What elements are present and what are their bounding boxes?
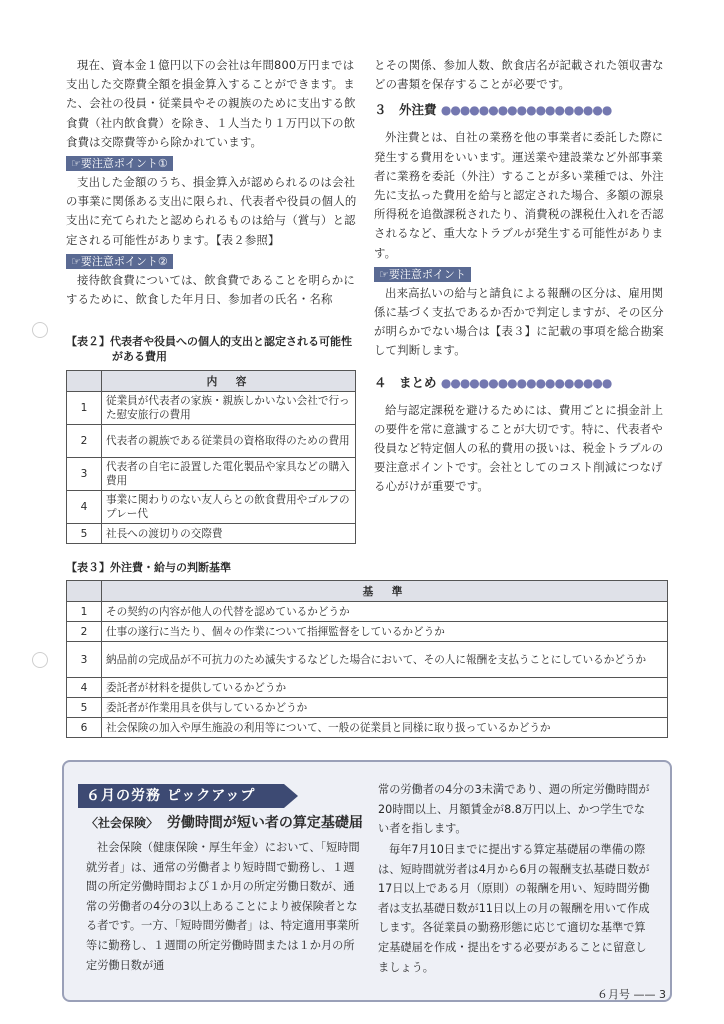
row-text: 社長への渡切りの交際費 — [102, 524, 356, 544]
pickup-box — [62, 760, 672, 1002]
table-row — [67, 678, 668, 698]
table3-caption: 【表３】外注費・給与の判断基準 — [66, 561, 231, 574]
table-row — [67, 718, 668, 738]
row-number: 2 — [67, 425, 102, 458]
row-text: その契約の内容が他人の代替を認めているかどうか — [102, 602, 668, 622]
row-text: 従業員が代表者の家族・親族しかいない会社で行った慰安旅行の費用 — [102, 392, 356, 425]
point2-paragraph: 接待飲食費については、飲食費であることを明らかにするために、飲食した年月日、参加者の氏名・名称 — [66, 272, 355, 307]
row-text: 社会保険の加入や厚生施設の利用等について、一般の従業員と同様に取り扱っているかどうか — [102, 718, 668, 738]
section4-paragraph: 給与認定課税を避けるためには、費用ごとに損金計上の要件を常に意識することが大切です。特に、代表者や役員など特定個人の私的費用の扱いは、税金トラブルの要注意ポイントです。会社としてのコスト削減につなげる心がけが重要です。 — [374, 402, 664, 494]
row-text: 事業に関わりのない友人らとの飲食費用やゴルフのプレー代 — [102, 491, 356, 524]
continued-paragraph: とその関係、参加人数、飲食店名が記載された領収書などの書類を保存することが必要です。 — [374, 58, 664, 92]
table3-header: 基 準 — [102, 581, 668, 602]
pickup-right-paragraph-1: 常の労働者の4分の3未満であり、週の所定労働時間が20時間以上、月額賃金が8.8万円以上、かつ学生でない者を指します。 — [378, 783, 650, 836]
row-text: 納品前の完成品が不可抗力のため滅失するなどした場合において、その人に報酬を支払うことにしているかどうか — [102, 642, 668, 678]
punch-hole-top — [32, 322, 48, 338]
point-label: ☞要注意ポイント — [374, 267, 471, 282]
section3-dots: ●●●●●●●●●●●●●●●●●● — [440, 103, 612, 118]
intro-paragraph: 現在、資本金１億円以下の会社は年間800万円までは支出した交際費全額を損金算入することができます。また、会社の役員・従業員やその親族のために支出する飲食費（社内飲食費）を除き、１人当たり１万円以下の飲食費は交際費等から除かれています。 — [66, 58, 356, 149]
row-text: 委託者が作業用具を供与しているかどうか — [102, 698, 668, 718]
table-row — [67, 698, 668, 718]
table-row — [67, 642, 668, 678]
section3-paragraph: 外注費とは、自社の業務を他の事業者に委託した際に発生する費用をいいます。運送業や建設業など外部事業者に業務を委託（外注）することが多い業種では、外注先に支払った費用を給与と認定された場合、多額の源泉所得税を追徴課税されたり、消費税の課税仕入れを否認されるなど、重大なトラブルが発生する可能性があります。 — [374, 130, 664, 260]
table3-header-row — [67, 581, 668, 602]
pickup-right-paragraph-2: 毎年7月10日までに提出する算定基礎届の準備の際は、短時間就労者は4月から6月の報酬支払基礎日数が17日以上である月（原則）の報酬を用い、短時間労働者は支払基礎日数が11日以上の月の報酬を用いて作成します。各従業員の勤務形態に応じて適切な基準で算定基礎届を作成・提出をする必要があることに留意しましょう。 — [378, 843, 650, 974]
left-column — [66, 56, 358, 309]
point1-label: ☞要注意ポイント① — [66, 156, 173, 171]
row-number: 4 — [67, 491, 102, 524]
row-number: 3 — [67, 458, 102, 491]
row-number: 4 — [67, 678, 102, 698]
section4-title — [374, 373, 668, 393]
section4-title-text: ４ まとめ — [374, 374, 437, 390]
pickup-subtitle-tag: 〈社会保険〉 — [86, 816, 159, 830]
section4-dots: ●●●●●●●●●●●●●●●●●● — [440, 375, 612, 390]
right-column — [374, 56, 668, 497]
page-number: ６月号 —— 3 — [597, 988, 666, 1001]
pickup-subtitle-text: 労働時間が短い者の算定基礎届 — [166, 815, 363, 831]
table2-header-num — [67, 371, 102, 392]
row-number: 5 — [67, 524, 102, 544]
row-number: 5 — [67, 698, 102, 718]
table3 — [66, 580, 668, 738]
row-text: 委託者が材料を提供しているかどうか — [102, 678, 668, 698]
table2-header-row — [67, 371, 356, 392]
pickup-title: ６月の労務 ピックアップ — [78, 784, 284, 808]
point2-label: ☞要注意ポイント② — [66, 254, 173, 269]
table-row — [67, 425, 356, 458]
point1-paragraph: 支出した金額のうち、損金算入が認められるのは会社の事業に関係ある支出に限られ、代表者や役員の個人的支出に充てられたと認められるものは給与（賞与）と認定される可能性があります。【表２参照】 — [66, 175, 357, 247]
table2-caption-line2: がある費用 — [112, 350, 167, 363]
table2-caption-line1: 【表２】代表者や役員への個人的支出と認定される可能性 — [66, 335, 352, 348]
table3-header-num — [67, 581, 102, 602]
point-paragraph: 出来高払いの給与と請負による報酬の区分は、雇用関係に基づく支払であるか否かで判定しますが、その区分が明らかでない場合は【表３】に記載の事項を総合勘案して判断します。 — [374, 285, 664, 358]
table2-header: 内 容 — [102, 371, 356, 392]
section3-title-text: ３ 外注費 — [374, 102, 437, 118]
pickup-left-paragraph: 社会保険（健康保険・厚生年金）において、「短時間就労者」は、通常の労働者より短時間で勤務し、１週間の所定労働時間および１か月の所定労働日数が、通常の労働者の4分の3以上あることにより被保険者となる者です。一方、「短時間労働者」は、特定適用事業所等に勤務し、１週間の所定労働時間または１か月の所定労働日数が通 — [86, 841, 360, 972]
row-text: 仕事の遂行に当たり、個々の作業について指揮監督をしているかどうか — [102, 622, 668, 642]
pickup-subtitle — [86, 812, 363, 834]
table-row — [67, 524, 356, 544]
table-row — [67, 491, 356, 524]
table2-caption — [66, 334, 366, 364]
row-number: 6 — [67, 718, 102, 738]
row-text: 代表者の親族である従業員の資格取得のための費用 — [102, 425, 356, 458]
punch-hole-bottom — [32, 652, 48, 668]
row-number: 1 — [67, 602, 102, 622]
table-row — [67, 392, 356, 425]
row-number: 1 — [67, 392, 102, 425]
table2 — [66, 370, 356, 544]
row-number: 3 — [67, 642, 102, 678]
section3-title — [374, 100, 668, 120]
table-row — [67, 622, 668, 642]
table-row — [67, 458, 356, 491]
row-text: 代表者の自宅に設置した電化製品や家具などの購入費用 — [102, 458, 356, 491]
row-number: 2 — [67, 622, 102, 642]
table-row — [67, 602, 668, 622]
